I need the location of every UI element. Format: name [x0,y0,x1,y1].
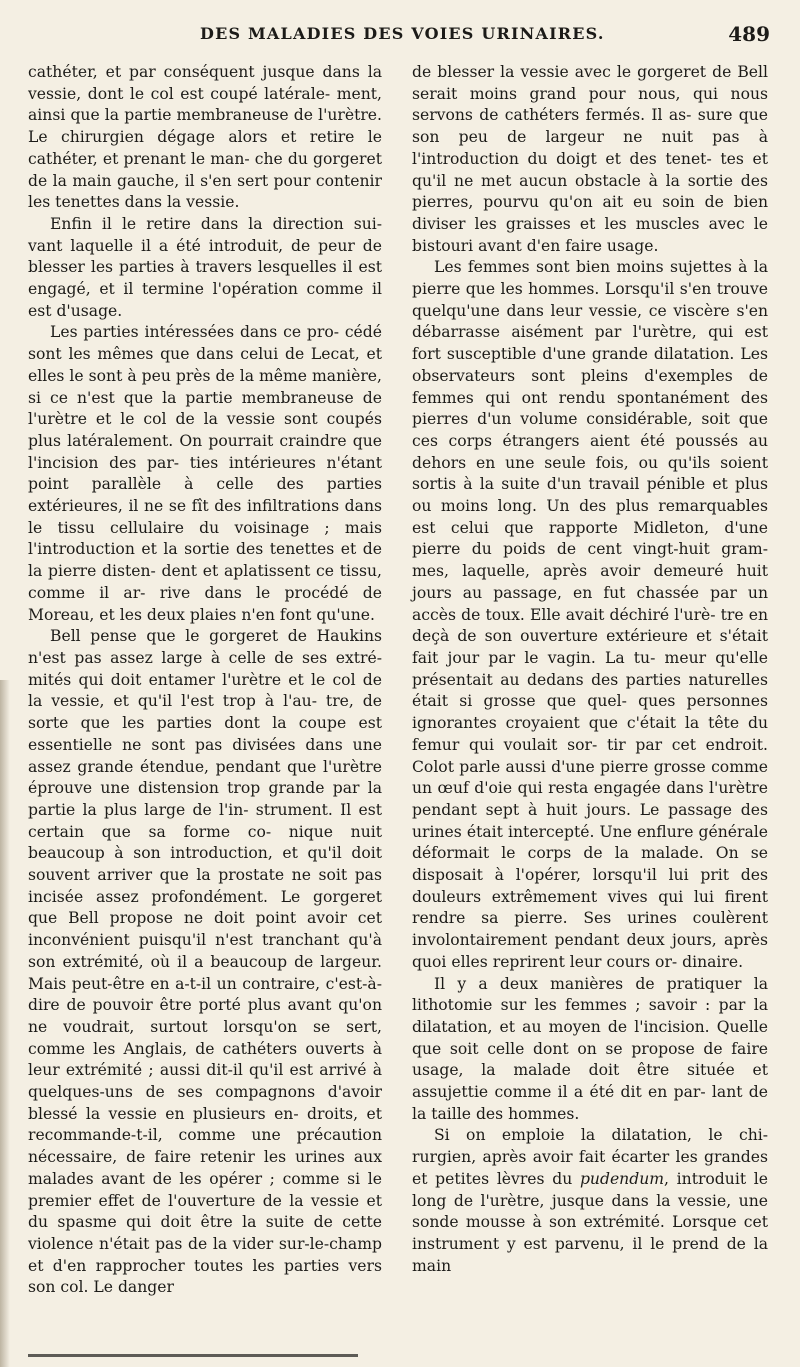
paragraph: Les parties intéressées dans ce pro- cédé sont les mêmes que dans celui de Lecat, et elles le sont à peu près de la même manière, si ce n'est que la partie membraneuse de l'urètre et le col de la vessie sont coupés plus latéralement. On pourrait craindre que l'incision des par- ties intérieures n'étant point parallèle à celle des parties extérieures, il ne se fît des infiltrations dans le tissu cellulaire du voisinage ; mais l'introduction et la sortie des tenettes et de la pierre disten- dent et aplatissent ce tissu, comme il ar- rive dans le procédé de Moreau, et les deux plaies n'en font qu'une. [28,323,382,624]
running-title: DES MALADIES DES VOIES URINAIRES. [200,24,605,43]
paragraph [412,1125,768,1277]
paragraph: de blesser la vessie avec le gorgeret de Bell serait moins grand pour nous, qui nous servons de cathéters fermés. Il as- sure que son peu de largeur ne nuit pas à l'introduction du doigt et des tenet- tes et qu'il ne met aucun obstacle à la sortie des pierres, pourvu qu'on ait eu soin de bien diviser les graisses et les muscles avec le bistouri avant d'en faire usage. [412,63,768,255]
left-column [28,62,382,1299]
italic-term: pudendum [579,1169,665,1188]
paragraph: Bell pense que le gorgeret de Haukins n'est pas assez large à celle de ses extré- mités qui doit entamer l'urètre et le col de la vessie, et qu'il l'est trop à l'au- tre, de sorte que les parties dont la coupe est essentielle ne sont pas divisées dans une assez grande étendue, pendant que l'urètre éprouve une distension trop grande par la partie la plus large de l'in- strument. Il est certain que sa forme co- nique nuit beaucoup à son introduction, et qu'il doit souvent arriver que la prostate ne soit pas incisée assez profondément. Le gorgeret que Bell propose ne doit point avoir cet inconvénient puisqu'il n'est tranchant qu'à son extrémité, où il a beaucoup de largeur. Mais peut-être en a-t-il un contraire, c'est-à-dire de pouvoir être porté plus avant qu'on ne voudrait, surtout lorsqu'on se sert, comme les Anglais, de cathéters ouverts à leur extrémité ; aussi dit-il qu'il est arrivé à quelques-uns de ses compagnons d'avoir blessé la vessie en plusieurs en- droits, et recommande-t-il, comme une précaution nécessaire, de faire retenir les urines aux malades avant de les opérer ; comme si le premier effet de l'ouverture de la vessie et du spasme qui doit être la suite de cette violence n'était pas de la vider sur-le-champ et d'en rapprocher toutes les parties vers son col. Le danger [28,627,382,1297]
paragraph-text: Si on emploie la dilatation, le chi- rurgien, après avoir fait écarter les grandes et petites lèvres du [412,1126,768,1188]
running-head [40,24,770,56]
page-edge-shadow [0,680,10,1367]
page-number: 489 [728,22,770,46]
right-column [412,62,768,1277]
paragraph: Il y a deux manières de pratiquer la lithotomie sur les femmes ; savoir : par la dilatation, et au moyen de l'incision. Quelle que soit celle dont on se propose de faire usage, la malade doit être située et assujettie comme il a été dit en par- lant de la taille des hommes. [412,974,768,1123]
paragraph: Enfin il le retire dans la direction sui- vant laquelle il a été introduit, de peur de blesser les parties à travers lesquelles il est engagé, et il termine l'opération comme il est d'usage. [28,214,382,320]
paragraph: cathéter, et par conséquent jusque dans la vessie, dont le col est coupé latérale- ment, ainsi que la partie membraneuse de l'urètre. Le chirurgien dégage alors et retire le cathéter, et prenant le man- che du gorgeret de la main gauche, il s'en sert pour contenir les tenettes dans la vessie. [28,63,382,212]
paragraph: Les femmes sont bien moins sujettes à la pierre que les hommes. Lorsqu'il s'en trouve quelqu'une dans leur vessie, ce viscère s'en débarrasse aisément par l'urètre, qui est fort susceptible d'une grande dilatation. Les observateurs sont pleins d'exemples de femmes qui ont rendu spontanément des pierres d'un volume considérable, soit que ces corps étrangers aient été poussés au dehors en une seule fois, ou qu'ils soient sortis à la suite d'un travail pénible et plus ou moins long. Un des plus remarquables est celui que rapporte Midleton, d'une pierre du poids de cent vingt-huit gram- mes, laquelle, après avoir demeuré huit jours au passage, en fut chassée par un accès de toux. Elle avait déchiré l'urè- tre en deçà de son ouverture extérieure et s'était fait jour par le vagin. La tu- meur qu'elle présentait au dedans des parties naturelles était si grosse que quel- ques personnes ignorantes croyaient que c'était la tête du femur qui voulait sor- tir par cet endroit. Colot parle aussi d'une pierre grosse comme un œuf d'oie qui resta engagée dans l'urètre pendant sept à huit jours. Le passage des urines était intercepté. Une enflure générale déformait le corps de la malade. On se disposait à l'opérer, lorsqu'il lui prit des douleurs extrêmement vives qui lui firent rendre sa pierre. Ses urines coulèrent involontairement pendant deux jours, après quoi elles reprirent leur cours or- dinaire. [412,258,768,971]
paragraph-text: , introduit le long de l'urètre, jusque dans la vessie, une sonde mousse à son extrémité. Lorsque cet instrument y est parvenu, il le prend de la main [412,1169,768,1275]
bottom-edge-mark [28,1354,358,1357]
